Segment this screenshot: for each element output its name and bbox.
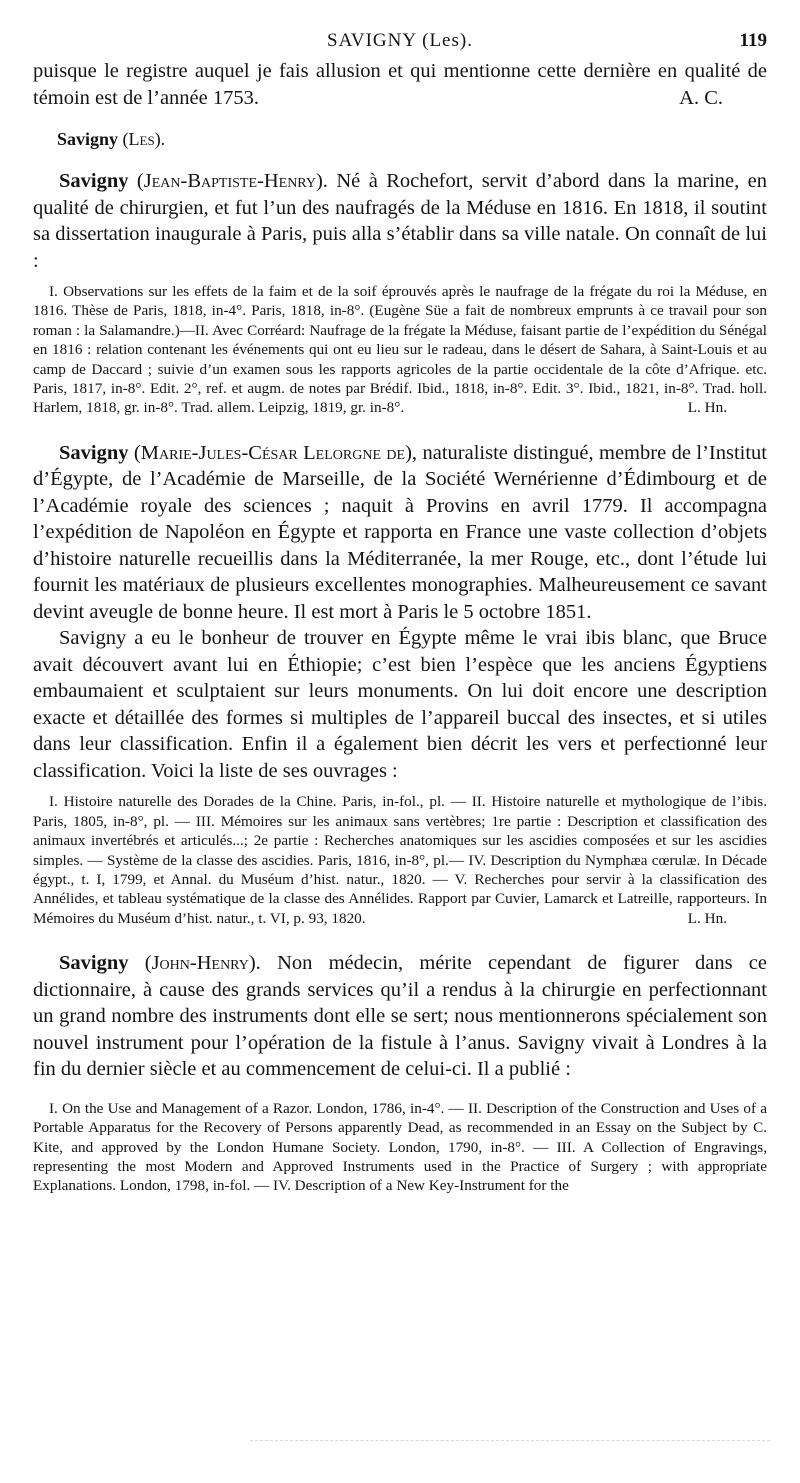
entry-2-signature: L. Hn. bbox=[687, 909, 727, 927]
entry-2-keyword: Savigny bbox=[59, 441, 129, 464]
entry-1-bio bbox=[33, 168, 767, 274]
entry-3-bio-text: Non médecin, mérite cependant de figurer dans ce dictionnaire, à cause des grands services qu’il a rendus à la chirurgie en perfectionnant un grand nombre des instruments dont elle se sert; nous mentionnerons spécialement son nouvel instrument pour l’opération de la fistule à l’anus. Savigny vivait à Londres à la fin du dernier siècle et au commencement de celui-ci. Il a publié : bbox=[33, 952, 768, 1081]
entry-1-signature: L. Hn. bbox=[687, 399, 727, 417]
intro-paragraph bbox=[33, 58, 767, 111]
entry-3-bio bbox=[33, 950, 767, 1083]
section-heading bbox=[57, 129, 767, 150]
entry-1-bio-text: Né à Rochefort, servit d’abord dans la marine, en qualité de chirurgien, et fut l’un des naufragés de la Méduse en 1816. En 1818, il soutint sa dissertation inaugurale à Paris, puis alla s’établir dans sa ville natale. On connaît de lui : bbox=[33, 170, 768, 272]
entry-3-bibliography: I. On the Use and Management of a Razor. London, 1786, in-4°. — II. Description of the Construction and Uses of a Portable Apparatus for the Recovery of Persons apparently Dead, as recommended in an Essay on the Subject by C. Kite, and approved by the London Humane Society. London, 1790, in-8°. — III. A Collection of Engravings, representing the most Modern and Approved Instruments used in the Practice of Surgery ; with appropriate Explanations. London, 1798, in-fol. — IV. Description of a New Key-Instrument for the bbox=[33, 1099, 767, 1195]
section-heading-keyword: Savigny bbox=[57, 129, 119, 149]
entry-3-keyword: Savigny bbox=[59, 952, 129, 975]
entry-2-bio-text: naturaliste distingué, membre de l’Institut d’Égypte, de l’Académie de Marseille, de la Société Wernérienne d’Édimbourg et de l’Académie royale des sciences ; naquit à Provins en avril 1779. Il accompagna l’expédition de Napoléon en Égypte et rapporta en France une vaste collection d’objets d’histoire naturelle recueillis dans la Méditerranée, la mer Rouge, etc., dont l’étude lui fournit les matériaux de plusieurs excellentes monographies. Malheureusement ce savant devint aveugle de bonne heure. Il est mort à Paris le 5 octobre 1851. bbox=[33, 441, 767, 623]
entry-1-name: (Jean-Baptiste-Henry). bbox=[128, 170, 337, 192]
intro-text: puisque le registre auquel je fais allusion et qui mentionne cette dernière en qualité de témoin est de l’année 1753. bbox=[33, 60, 767, 109]
section-heading-rest: (Les). bbox=[118, 129, 166, 149]
entry-1-bibliography bbox=[33, 282, 767, 418]
entry-2-biblio-text: I. Histoire naturelle des Dorades de la Chine. Paris, in-fol., pl. — II. Histoire naturelle et mythologique de l’ibis. Paris, 1805, in-8°, pl. — III. Mémoires sur les animaux sans vertèbres; 1re partie : Description et classification des animaux invertébrés et articulés...; 2e partie : Recherches anatomiques sur les ascidies composées et sur les ascidies simples. — Système de la classe des ascidies. Paris, 1816, in-8°, pl.— IV. Description du Nymphæa cœrulæ. In Décade égypt., t. I, 1799, et Annal. du Muséum d’hist. natur., 1820. — V. Recherches pour servir à la classification des Annélides, et tableau systématique de la classe des Annélides. Rapport par Cuvier, Lamarck et Latreille, rapporteurs. In Mémoires du Muséum d’hist. natur., t. VI, p. 93, 1820. bbox=[33, 793, 767, 927]
entry-2-bio bbox=[33, 440, 767, 626]
bleed-through-line bbox=[250, 1440, 770, 1445]
entry-2-bio-continued: Savigny a eu le bonheur de trouver en Égypte même le vrai ibis blanc, que Bruce avait découvert avant lui en Éthiopie; c’est bien l’espèce que les anciens Égyptiens embaumaient et sculptaient sur leurs monuments. On lui doit encore une description exacte et détaillée des formes si multiples de l’appareil buccal des insectes, et si utiles dans leur classification. Enfin il a également bien décrit les vers et perfectionné leur classification. Voici la liste de ses ouvrages : bbox=[33, 627, 767, 782]
entry-3-name: (John-Henry). bbox=[128, 952, 278, 975]
page bbox=[33, 30, 767, 1196]
running-header bbox=[33, 30, 767, 58]
intro-signature: A. C. bbox=[679, 86, 723, 109]
entry-1-biblio-text: I. Observations sur les effets de la faim et de la soif éprouvés après le naufrage de la frégate du roi la Méduse, en 1816. Thèse de Paris, 1818, in-4°. Paris, 1818, in-8°. (Eugène Süe a fait de nombreux emprunts à ce travail pour son roman : la Salamandre.)—II. Avec Corréard: Naufrage de la frégate la Méduse, faisant partie de l’expédition du Sénégal en 1816 : relation contenant les événements qui ont eu lieu sur le radeau, dans le désert de Sahara, à Saint-Louis et au camp de Daccard ; suivie d’un examen sous les rapports agricoles de la partie occidentale de la côte d’Afrique. etc. Paris, 1817, in-8°. Edit. 2°, ref. et augm. de notes par Brédif. Ibid., 1818, in-8°. Edit. 3°. Ibid., 1821, in-8°. Trad. holl. Harlem, 1818, gr. in-8°. Trad. allem. Leipzig, 1819, gr. in-8°. bbox=[33, 283, 767, 417]
entry-2-name: (Marie-Jules-César Lelorgne de), bbox=[128, 441, 423, 464]
entry-1-keyword: Savigny bbox=[59, 170, 129, 192]
entry-2-bibliography bbox=[33, 792, 767, 928]
page-number: 119 bbox=[739, 30, 767, 51]
header-title: SAVIGNY (Les). bbox=[327, 30, 473, 51]
